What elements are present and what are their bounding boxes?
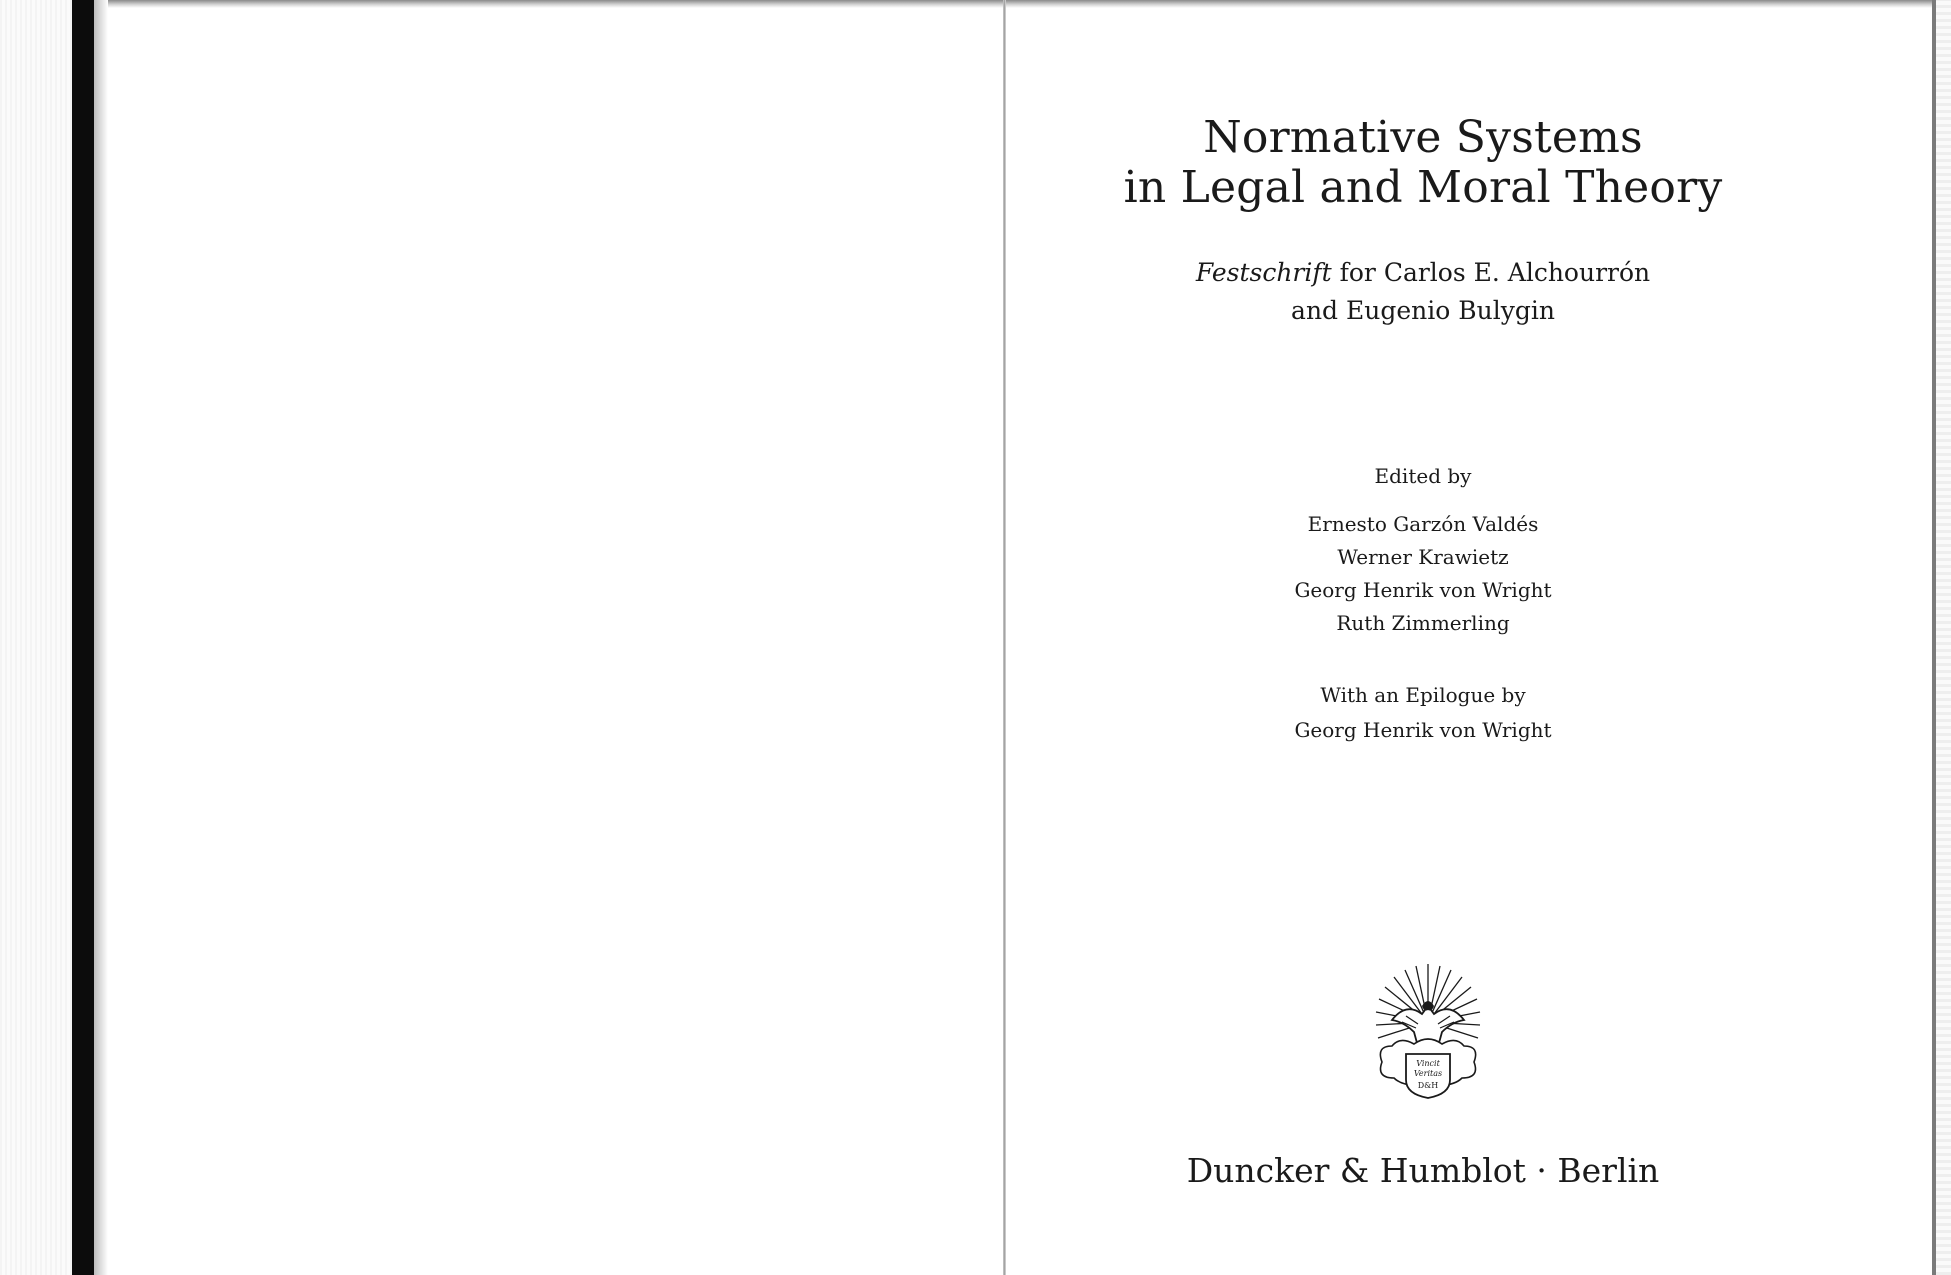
subtitle	[1050, 254, 1796, 330]
epilogue-credit	[1050, 678, 1796, 748]
editor-name: Ernesto Garzón Valdés	[1307, 512, 1539, 536]
scan-right-margin	[1936, 0, 1951, 1275]
subtitle-dedicatee-1: for Carlos E. Alchourrón	[1331, 258, 1651, 287]
emblem-motto-line: Vincit	[1416, 1059, 1440, 1068]
binding-gradient	[94, 0, 108, 1275]
book-binding-shadow	[72, 0, 94, 1275]
subtitle-italic: Festschrift	[1195, 258, 1332, 287]
publisher-eagle-emblem-icon	[1372, 962, 1484, 1102]
editor-list	[1050, 508, 1796, 640]
editor-name: Ruth Zimmerling	[1336, 611, 1510, 635]
emblem-monogram: D&H	[1417, 1081, 1439, 1090]
edited-by-label: Edited by	[1374, 464, 1472, 488]
editor-name: Georg Henrik von Wright	[1294, 578, 1552, 602]
scan-left-margin	[0, 0, 72, 1275]
publisher-imprint: Duncker & Humblot · Berlin	[1186, 1151, 1660, 1190]
book-title-line-1: Normative Systems	[1203, 112, 1643, 163]
editor-name: Werner Krawietz	[1337, 545, 1509, 569]
page-gutter	[1003, 0, 1006, 1275]
title-page	[1050, 0, 1796, 1275]
subtitle-line-1	[1050, 254, 1796, 292]
subtitle-line-2: and Eugenio Bulygin	[1291, 296, 1555, 325]
book-title-line-2: in Legal and Moral Theory	[1123, 162, 1723, 213]
emblem-motto-line: Veritas	[1413, 1069, 1443, 1078]
epilogue-author: Georg Henrik von Wright	[1294, 718, 1552, 742]
epilogue-label: With an Epilogue by	[1320, 683, 1526, 707]
